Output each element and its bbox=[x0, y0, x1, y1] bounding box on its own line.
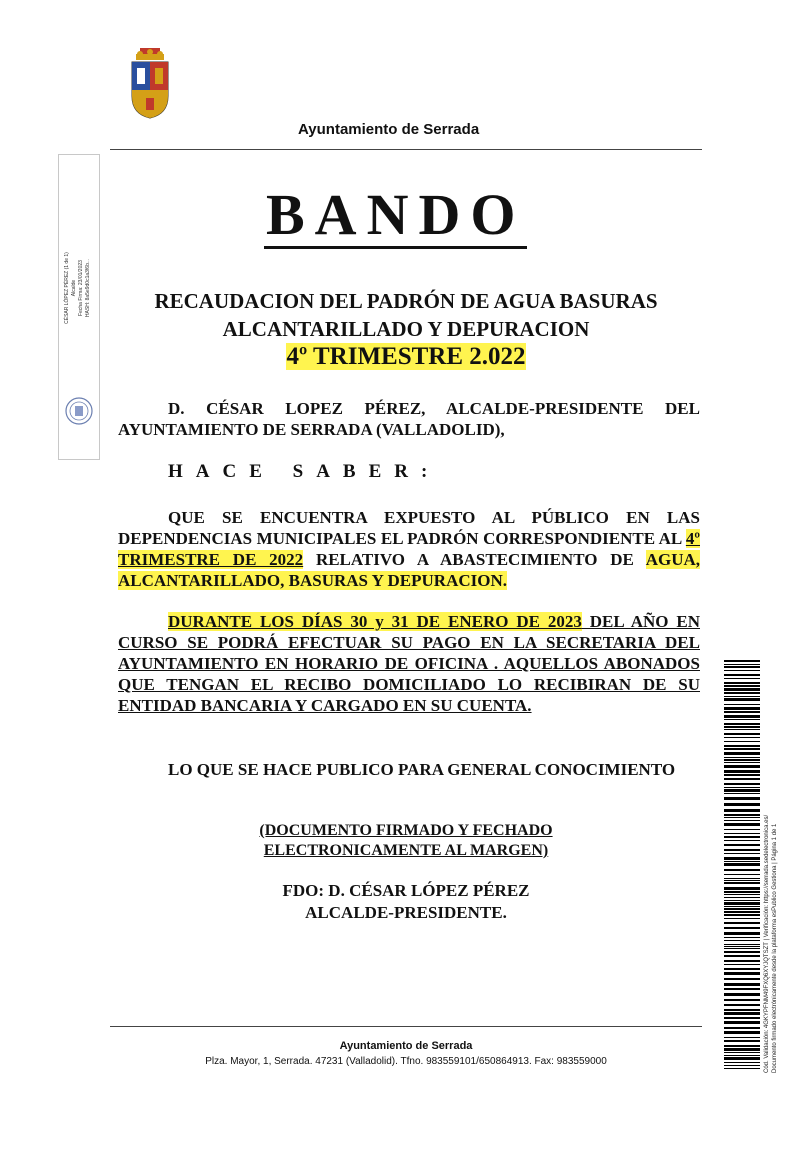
header-divider bbox=[110, 149, 702, 150]
signer-name: CÉSAR LÓPEZ PÉREZ (1 de 1) bbox=[64, 252, 70, 324]
document-title: BANDO bbox=[266, 182, 526, 247]
footer-address: Plza. Mayor, 1, Serrada. 47231 (Valladolid). Tfno. 983559101/650864913. Fax: 983559000 bbox=[205, 1056, 607, 1067]
subtitle-period bbox=[110, 343, 702, 371]
verification-line-2: Documento firmado electrónicamente desde la plataforma esPublico Gestiona | Página 1 de 1 bbox=[772, 823, 778, 1073]
sign-date: Fecha Firma: 23/01/2023 bbox=[78, 260, 84, 316]
payment-details: DEL AÑO EN CURSO SE PODRÁ EFECTUAR SU PAGO EN LA SECRETARIA DEL AYUNTAMIENTO EN HORARIO DE OFICINA . AQUELLOS ABONADOS QUE TENGAN EL RECIBO DOMICILIADO LO RECIBIRAN DE SU ENTIDAD BANCARIA Y CARGADO EN SU CUENTA. bbox=[118, 612, 700, 715]
verification-text bbox=[760, 660, 782, 1073]
signature-block bbox=[110, 880, 702, 924]
signature-details bbox=[58, 154, 98, 374]
barcode-icon bbox=[724, 660, 760, 1070]
footer-divider bbox=[110, 1026, 702, 1027]
exposure-text: QUE SE ENCUENTRA EXPUESTO AL PÚBLICO EN LAS DEPENDENCIAS MUNICIPALES EL PADRÓN CORRESPONDIENTE AL bbox=[118, 508, 700, 548]
exposure-text-2: RELATIVO A ABASTECIMIENTO DE bbox=[303, 550, 646, 569]
payment-dates: DURANTE LOS DÍAS 30 y 31 DE ENERO DE 2023 bbox=[168, 612, 582, 631]
signer-title: ALCALDE-PRESIDENTE. bbox=[305, 903, 507, 922]
municipal-seal-icon bbox=[64, 396, 94, 426]
doc-note-line-1: (DOCUMENTO FIRMADO Y FECHADO bbox=[259, 822, 553, 839]
subtitle-line-2: ALCANTARILLADO Y DEPURACION bbox=[222, 317, 590, 341]
public-notice-paragraph: LO QUE SE HACE PUBLICO PARA GENERAL CONOCIMIENTO bbox=[168, 760, 676, 779]
coat-of-arms-icon bbox=[128, 48, 172, 120]
announcement-heading: HACE SABER: bbox=[168, 461, 441, 482]
intro-paragraph: D. CÉSAR LOPEZ PÉREZ, ALCALDE-PRESIDENTE DEL AYUNTAMIENTO DE SERRADA (VALLADOLID), bbox=[118, 399, 700, 439]
signer-role: Alcalde bbox=[71, 279, 77, 297]
period-reference: 4º TRIMESTRE DE 2022 bbox=[118, 529, 700, 569]
doc-note-line-2: ELECTRONICAMENTE AL MARGEN) bbox=[263, 842, 549, 859]
footer-organization: Ayuntamiento de Serrada bbox=[339, 1040, 473, 1052]
organization-header: Ayuntamiento de Serrada bbox=[298, 121, 480, 138]
payment-paragraph bbox=[118, 611, 700, 716]
exposure-paragraph bbox=[118, 507, 700, 591]
signer-line: FDO: D. CÉSAR LÓPEZ PÉREZ bbox=[282, 881, 530, 900]
period-highlight: 4º TRIMESTRE 2.022 bbox=[286, 343, 526, 370]
sign-hash: HASH: 8a5e9d0c1a3f6b... bbox=[85, 258, 91, 318]
verification-line-1: Cód. Validación: 4GKYPFNM49FXQ6XYJQTSZT | Verificación: https://serrada.sedelectronica.es/ bbox=[764, 814, 770, 1073]
electronic-signature-note bbox=[110, 821, 702, 861]
subtitle-line-1: RECAUDACION DEL PADRÓN DE AGUA BASURAS bbox=[154, 289, 658, 313]
services-highlight: AGUA, ALCANTARILLADO, BASURAS Y DEPURACION. bbox=[118, 550, 700, 590]
